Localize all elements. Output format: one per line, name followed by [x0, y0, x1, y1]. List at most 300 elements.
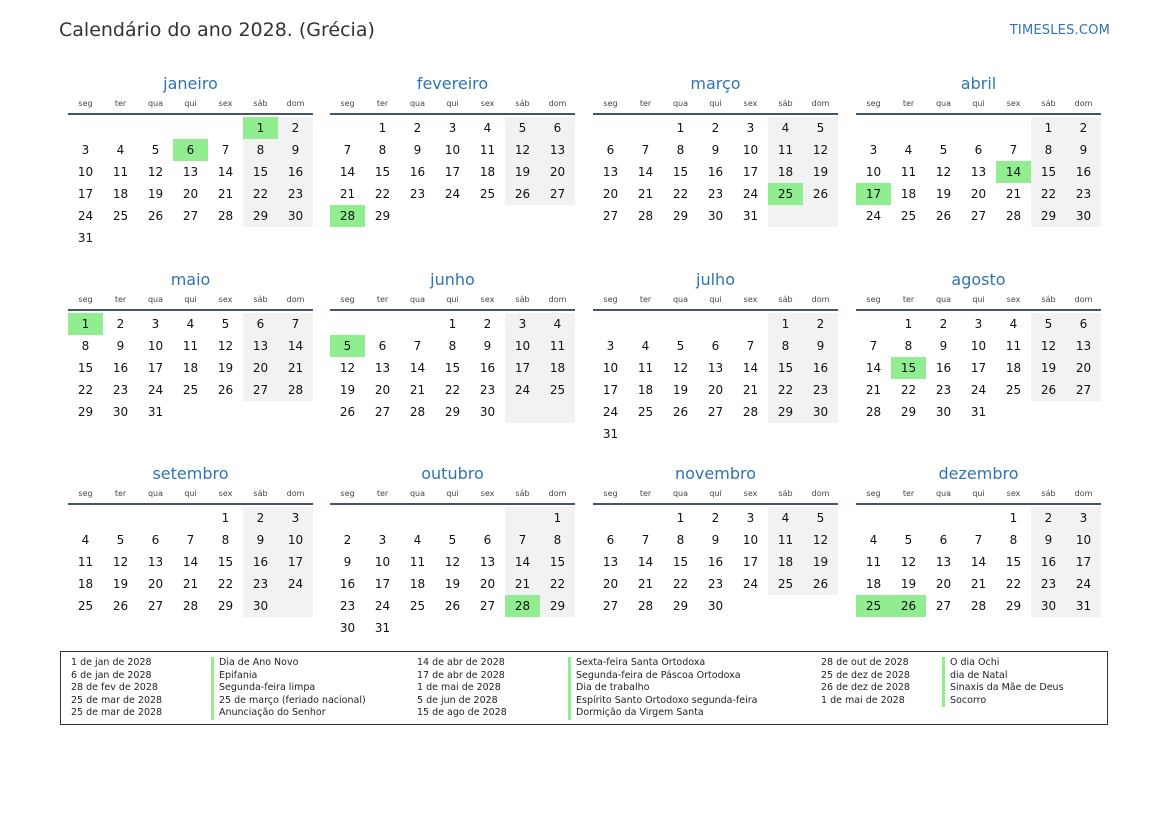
holiday-date: 28 de fev de 2028: [71, 682, 158, 694]
day-cell: 12: [803, 529, 838, 551]
day-cell: 12: [900, 555, 917, 569]
day-cell: 1: [768, 313, 803, 335]
day-cell: 30: [803, 401, 838, 423]
day-cell: 18: [409, 577, 426, 591]
day-cell: 31: [77, 231, 94, 245]
holiday-day-cell: 1: [243, 117, 278, 139]
day-cell: 7: [869, 339, 878, 353]
month-dezembro: [856, 463, 1101, 617]
day-cell: 30: [1031, 595, 1066, 617]
day-cell: 17: [970, 361, 987, 375]
site-link[interactable]: TIMESLES.COM: [1009, 23, 1110, 38]
day-cell: 10: [278, 529, 313, 551]
empty-cell: [173, 227, 208, 249]
day-cell: 28: [970, 599, 987, 613]
weekday-label: qua: [935, 489, 952, 498]
day-cell: 27: [243, 379, 278, 401]
weekday-label: qua: [147, 295, 164, 304]
day-cell: 4: [768, 507, 803, 529]
day-cell: 9: [116, 339, 125, 353]
weekday-label: ter: [376, 489, 389, 498]
day-cell: 6: [378, 339, 387, 353]
day-cell: 21: [1005, 187, 1022, 201]
day-cell: 5: [1031, 313, 1066, 335]
day-cell: 16: [1031, 551, 1066, 573]
day-cell: 18: [112, 187, 129, 201]
empty-cell: [961, 117, 996, 139]
weekday-label: sáb: [253, 99, 268, 108]
day-cell: 17: [742, 165, 759, 179]
weekday-label: qui: [184, 295, 197, 304]
day-cell: 24: [970, 383, 987, 397]
day-cell: 27: [540, 183, 575, 205]
weekday-header: [856, 291, 1101, 311]
day-cell: 22: [672, 577, 689, 591]
month-name: julho: [696, 270, 735, 289]
day-cell: 24: [278, 573, 313, 595]
day-cell: 4: [81, 533, 90, 547]
day-grid: [856, 117, 1101, 227]
weekday-label: sáb: [253, 295, 268, 304]
day-cell: 1: [540, 507, 575, 529]
day-cell: 24: [1066, 573, 1101, 595]
holiday-names-col2: [568, 657, 758, 720]
month-name: abril: [960, 74, 997, 93]
day-cell: 2: [343, 533, 352, 547]
day-cell: 10: [444, 143, 461, 157]
day-cell: 30: [278, 205, 313, 227]
empty-cell: [1066, 401, 1101, 423]
empty-cell: [926, 507, 961, 529]
empty-cell: [435, 617, 470, 639]
day-cell: 26: [1031, 379, 1066, 401]
day-cell: 11: [182, 339, 199, 353]
empty-cell: [505, 205, 540, 227]
weekday-header: [68, 291, 313, 311]
day-cell: 3: [278, 507, 313, 529]
day-cell: 14: [865, 361, 882, 375]
holiday-date: 5 de jun de 2028: [417, 694, 498, 706]
day-cell: 2: [711, 121, 720, 135]
day-cell: 20: [374, 383, 391, 397]
weekday-label: seg: [78, 489, 93, 498]
day-cell: 20: [182, 187, 199, 201]
day-cell: 16: [803, 357, 838, 379]
day-cell: 15: [374, 165, 391, 179]
empty-cell: [768, 595, 803, 617]
day-cell: 18: [768, 551, 803, 573]
weekday-label: sáb: [515, 295, 530, 304]
weekday-label: sáb: [778, 99, 793, 108]
empty-cell: [891, 117, 926, 139]
holiday-date: 1 de mai de 2028: [417, 682, 501, 694]
empty-cell: [470, 617, 505, 639]
day-cell: 30: [243, 595, 278, 617]
holiday-name: 25 de março (feriado nacional): [219, 694, 366, 706]
day-cell: 14: [182, 555, 199, 569]
holiday-name: Epifania: [219, 669, 258, 681]
weekday-label: sáb: [1041, 489, 1056, 498]
day-cell: 7: [974, 533, 983, 547]
day-cell: 17: [742, 555, 759, 569]
day-cell: 27: [147, 599, 164, 613]
day-cell: 2: [803, 313, 838, 335]
weekday-label: sáb: [515, 99, 530, 108]
weekday-label: qua: [409, 99, 426, 108]
day-cell: 20: [602, 577, 619, 591]
weekday-label: sex: [1006, 489, 1021, 498]
weekday-label: sáb: [1041, 295, 1056, 304]
day-cell: 3: [1066, 507, 1101, 529]
day-cell: 22: [672, 187, 689, 201]
holiday-day-cell: 6: [173, 139, 208, 161]
holiday-name: Sinaxis da Mãe de Deus: [950, 682, 1064, 694]
day-cell: 16: [243, 551, 278, 573]
holiday-dates-col2: [417, 657, 507, 720]
day-cell: 11: [900, 165, 917, 179]
day-cell: 2: [939, 317, 948, 331]
day-cell: 18: [900, 187, 917, 201]
day-cell: 7: [278, 313, 313, 335]
weekday-header: [856, 95, 1101, 115]
day-cell: 26: [672, 405, 689, 419]
month-name: novembro: [675, 464, 756, 483]
weekday-label: dom: [1074, 489, 1093, 498]
empty-cell: [470, 205, 505, 227]
holiday-day-cell: 17: [856, 183, 891, 205]
day-cell: 27: [602, 209, 619, 223]
day-cell: 21: [970, 577, 987, 591]
day-cell: 15: [672, 165, 689, 179]
day-cell: 5: [904, 533, 913, 547]
weekday-label: seg: [78, 99, 93, 108]
day-cell: 8: [81, 339, 90, 353]
month-novembro: [593, 463, 838, 617]
day-cell: 27: [479, 599, 496, 613]
empty-cell: [628, 313, 663, 335]
day-cell: 2: [483, 317, 492, 331]
day-cell: 3: [869, 143, 878, 157]
day-cell: 13: [1066, 335, 1101, 357]
day-cell: 20: [602, 187, 619, 201]
empty-cell: [505, 617, 540, 639]
day-cell: 17: [278, 551, 313, 573]
day-cell: 27: [970, 209, 987, 223]
day-cell: 8: [676, 143, 685, 157]
empty-cell: [103, 507, 138, 529]
weekday-label: ter: [114, 99, 127, 108]
day-cell: 4: [869, 533, 878, 547]
day-cell: 4: [641, 339, 650, 353]
day-cell: 13: [707, 361, 724, 375]
weekday-label: sex: [1006, 99, 1021, 108]
day-cell: 12: [147, 165, 164, 179]
day-cell: 9: [803, 335, 838, 357]
weekday-header: [593, 485, 838, 505]
empty-cell: [628, 117, 663, 139]
empty-cell: [505, 507, 540, 529]
weekday-label: dom: [811, 99, 830, 108]
weekday-label: sex: [480, 295, 495, 304]
day-cell: 3: [378, 533, 387, 547]
holiday-name: O dia Ochi: [950, 657, 1000, 668]
day-cell: 26: [444, 599, 461, 613]
month-name: maio: [170, 270, 211, 289]
day-cell: 24: [374, 599, 391, 613]
day-cell: 3: [746, 511, 755, 525]
holiday-day-cell: 25: [856, 595, 891, 617]
day-cell: 29: [900, 405, 917, 419]
day-cell: 25: [540, 379, 575, 401]
day-cell: 3: [606, 339, 615, 353]
weekday-label: ter: [114, 489, 127, 498]
day-cell: 10: [742, 533, 759, 547]
weekday-label: qui: [446, 99, 459, 108]
month-name: junho: [430, 270, 475, 289]
day-cell: 18: [1005, 361, 1022, 375]
day-cell: 11: [479, 143, 496, 157]
empty-cell: [400, 617, 435, 639]
day-cell: 15: [243, 161, 278, 183]
day-cell: 16: [409, 165, 426, 179]
day-cell: 9: [1066, 139, 1101, 161]
holiday-name: Dormição da Virgem Santa: [576, 707, 704, 719]
day-cell: 17: [505, 357, 540, 379]
day-cell: 9: [278, 139, 313, 161]
day-cell: 29: [217, 599, 234, 613]
day-cell: 26: [803, 183, 838, 205]
empty-cell: [330, 313, 365, 335]
month-janeiro: [68, 73, 313, 249]
month-fevereiro: [330, 73, 575, 227]
day-cell: 22: [540, 573, 575, 595]
day-cell: 28: [865, 405, 882, 419]
day-cell: 9: [1031, 529, 1066, 551]
weekday-label: seg: [340, 295, 355, 304]
day-cell: 8: [540, 529, 575, 551]
day-cell: 29: [540, 595, 575, 617]
day-cell: 7: [221, 143, 230, 157]
day-cell: 24: [742, 187, 759, 201]
day-cell: 13: [602, 165, 619, 179]
day-cell: 12: [444, 555, 461, 569]
empty-cell: [698, 423, 733, 445]
day-cell: 25: [182, 383, 199, 397]
holiday-name: Dia de Ano Novo: [219, 657, 299, 668]
day-cell: 13: [243, 335, 278, 357]
day-cell: 12: [672, 361, 689, 375]
day-cell: 11: [540, 335, 575, 357]
day-cell: 19: [935, 187, 952, 201]
day-cell: 19: [803, 161, 838, 183]
day-cell: 23: [707, 187, 724, 201]
weekday-label: ter: [639, 489, 652, 498]
day-cell: 14: [742, 361, 759, 375]
weekday-header: [330, 291, 575, 311]
empty-cell: [733, 423, 768, 445]
day-cell: 14: [217, 165, 234, 179]
day-cell: 21: [637, 187, 654, 201]
day-cell: 4: [186, 317, 195, 331]
day-cell: 6: [606, 533, 615, 547]
day-cell: 8: [1009, 533, 1018, 547]
month-agosto: [856, 269, 1101, 423]
day-cell: 21: [505, 573, 540, 595]
day-cell: 1: [904, 317, 913, 331]
day-cell: 12: [505, 139, 540, 161]
day-cell: 1: [448, 317, 457, 331]
day-cell: 23: [278, 183, 313, 205]
day-cell: 26: [217, 383, 234, 397]
holiday-day-cell: 14: [996, 161, 1031, 183]
day-cell: 24: [742, 577, 759, 591]
weekday-label: sex: [743, 295, 758, 304]
day-cell: 3: [746, 121, 755, 135]
weekday-header: [330, 95, 575, 115]
weekday-label: ter: [902, 99, 915, 108]
empty-cell: [365, 507, 400, 529]
weekday-label: seg: [78, 295, 93, 304]
empty-cell: [400, 313, 435, 335]
day-cell: 2: [1066, 117, 1101, 139]
empty-cell: [330, 117, 365, 139]
empty-cell: [926, 117, 961, 139]
day-cell: 5: [116, 533, 125, 547]
empty-cell: [68, 507, 103, 529]
day-cell: 29: [672, 599, 689, 613]
day-cell: 17: [444, 165, 461, 179]
day-cell: 19: [1031, 357, 1066, 379]
holiday-date: 25 de mar de 2028: [71, 694, 163, 706]
day-cell: 24: [865, 209, 882, 223]
empty-cell: [365, 313, 400, 335]
holiday-day-cell: 5: [330, 335, 365, 357]
day-grid: [68, 313, 313, 423]
day-cell: 12: [803, 139, 838, 161]
day-cell: 13: [935, 555, 952, 569]
day-cell: 26: [935, 209, 952, 223]
day-cell: 21: [278, 357, 313, 379]
day-cell: 10: [742, 143, 759, 157]
empty-cell: [803, 205, 838, 227]
day-cell: 20: [1066, 357, 1101, 379]
day-cell: 22: [77, 383, 94, 397]
weekday-label: ter: [639, 295, 652, 304]
day-cell: 11: [77, 555, 94, 569]
day-cell: 12: [935, 165, 952, 179]
day-cell: 1: [221, 511, 230, 525]
day-cell: 4: [413, 533, 422, 547]
day-cell: 23: [803, 379, 838, 401]
day-cell: 22: [217, 577, 234, 591]
day-cell: 10: [970, 339, 987, 353]
day-cell: 19: [147, 187, 164, 201]
day-cell: 21: [865, 383, 882, 397]
month-name: fevereiro: [416, 74, 489, 93]
day-grid: [593, 507, 838, 617]
empty-cell: [996, 401, 1031, 423]
day-cell: 2: [278, 117, 313, 139]
day-cell: 10: [865, 165, 882, 179]
day-grid: [856, 507, 1101, 617]
day-cell: 18: [637, 383, 654, 397]
day-cell: 8: [676, 533, 685, 547]
day-cell: 2: [711, 511, 720, 525]
holiday-name: Segunda-feira de Páscoa Ortodoxa: [576, 669, 741, 681]
day-cell: 11: [409, 555, 426, 569]
holiday-date: 1 de jan de 2028: [71, 657, 152, 668]
weekday-header: [68, 485, 313, 505]
day-cell: 17: [1066, 551, 1101, 573]
day-cell: 19: [217, 361, 234, 375]
day-cell: 10: [374, 555, 391, 569]
day-cell: 24: [444, 187, 461, 201]
day-cell: 13: [540, 139, 575, 161]
weekday-label: qui: [184, 489, 197, 498]
day-cell: 22: [374, 187, 391, 201]
day-cell: 30: [339, 621, 356, 635]
day-cell: 24: [505, 379, 540, 401]
holiday-dates-col1: [71, 657, 162, 720]
empty-cell: [208, 227, 243, 249]
day-cell: 31: [374, 621, 391, 635]
day-cell: 23: [707, 577, 724, 591]
day-cell: 11: [865, 555, 882, 569]
day-cell: 23: [479, 383, 496, 397]
empty-cell: [961, 507, 996, 529]
day-cell: 23: [1066, 183, 1101, 205]
empty-cell: [103, 227, 138, 249]
holiday-day-cell: 28: [330, 205, 365, 227]
day-cell: 5: [221, 317, 230, 331]
weekday-label: qua: [409, 489, 426, 498]
day-cell: 5: [505, 117, 540, 139]
day-cell: 14: [970, 555, 987, 569]
day-cell: 24: [602, 405, 619, 419]
weekday-label: qui: [446, 489, 459, 498]
empty-cell: [768, 423, 803, 445]
day-cell: 15: [444, 361, 461, 375]
empty-cell: [400, 205, 435, 227]
holiday-names-col3: [942, 657, 1064, 707]
day-cell: 5: [939, 143, 948, 157]
weekday-label: dom: [811, 489, 830, 498]
weekday-label: qui: [184, 99, 197, 108]
weekday-label: sáb: [1041, 99, 1056, 108]
empty-cell: [698, 313, 733, 335]
day-cell: 8: [768, 335, 803, 357]
day-cell: 7: [641, 143, 650, 157]
page-title: Calendário do ano 2028. (Grécia): [59, 19, 375, 41]
day-cell: 30: [707, 209, 724, 223]
day-cell: 5: [803, 117, 838, 139]
day-cell: 14: [278, 335, 313, 357]
empty-cell: [996, 117, 1031, 139]
day-cell: 29: [1005, 599, 1022, 613]
weekday-label: sex: [743, 489, 758, 498]
day-cell: 21: [742, 383, 759, 397]
day-cell: 16: [339, 577, 356, 591]
holiday-date: 25 de dez de 2028: [821, 669, 910, 681]
weekday-label: qua: [147, 489, 164, 498]
day-cell: 14: [637, 555, 654, 569]
day-grid: [68, 507, 313, 617]
weekday-label: qua: [672, 489, 689, 498]
weekday-label: sáb: [778, 489, 793, 498]
day-cell: 5: [803, 507, 838, 529]
holiday-day-cell: 25: [768, 183, 803, 205]
day-cell: 17: [374, 577, 391, 591]
